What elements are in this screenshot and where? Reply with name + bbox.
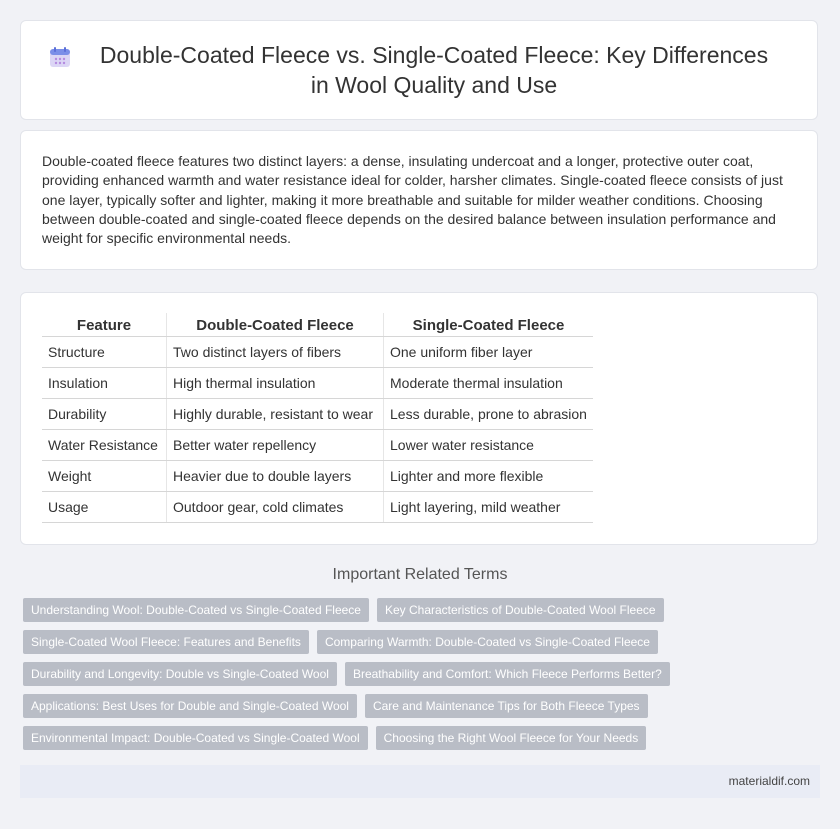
related-term-link[interactable]: Breathability and Comfort: Which Fleece Performs Better? [345, 662, 670, 686]
table-cell: Structure [42, 337, 167, 368]
table-cell: Durability [42, 399, 167, 430]
table-cell: Moderate thermal insulation [384, 368, 594, 399]
table-cell: Heavier due to double layers [167, 461, 384, 492]
comparison-table [42, 313, 593, 523]
related-term-link[interactable]: Environmental Impact: Double-Coated vs Single-Coated Wool [23, 726, 368, 750]
table-cell: High thermal insulation [167, 368, 384, 399]
header-card [20, 20, 818, 120]
related-term-link[interactable]: Applications: Best Uses for Double and Single-Coated Wool [23, 694, 357, 718]
table-cell: Two distinct layers of fibers [167, 337, 384, 368]
table-cell: Lower water resistance [384, 430, 594, 461]
table-cell: Highly durable, resistant to wear [167, 399, 384, 430]
table-row [42, 368, 593, 399]
table-row [42, 430, 593, 461]
table-cell: Better water repellency [167, 430, 384, 461]
table-cell: Light layering, mild weather [384, 492, 594, 523]
related-term-link[interactable]: Care and Maintenance Tips for Both Fleece Types [365, 694, 648, 718]
table-header-feature: Feature [42, 313, 167, 337]
comparison-table-card [20, 292, 818, 545]
related-term-link[interactable]: Choosing the Right Wool Fleece for Your Needs [376, 726, 647, 750]
summary-text: Double-coated fleece features two distinct layers: a dense, insulating undercoat and a longer, protective outer coat, providing enhanced warmth and water resistance ideal for colder, harsher climates. Single-coated fleece consists of just one layer, typically softer and lighter, making it more breathable and suitable for milder weather conditions. Choosing between double-coated and single-coated fleece depends on the desired balance between insulation performance and weight for specific environmental needs. [42, 153, 783, 247]
table-cell: Less durable, prone to abrasion [384, 399, 594, 430]
table-cell: One uniform fiber layer [384, 337, 594, 368]
table-cell: Outdoor gear, cold climates [167, 492, 384, 523]
table-header-row [42, 313, 593, 337]
table-cell: Water Resistance [42, 430, 167, 461]
table-row [42, 461, 593, 492]
page-title: Double-Coated Fleece vs. Single-Coated Fleece: Key Differences in Wool Quality and Use [99, 42, 769, 98]
related-term-link[interactable]: Key Characteristics of Double-Coated Wool Fleece [377, 598, 664, 622]
table-cell: Weight [42, 461, 167, 492]
table-cell: Lighter and more flexible [384, 461, 594, 492]
footer [20, 765, 820, 798]
summary-card [20, 130, 818, 270]
footer-site-link[interactable]: materialdif.com [728, 774, 810, 788]
table-header-double: Double-Coated Fleece [167, 313, 384, 337]
related-term-link[interactable]: Durability and Longevity: Double vs Single-Coated Wool [23, 662, 337, 686]
related-term-link[interactable]: Single-Coated Wool Fleece: Features and Benefits [23, 630, 309, 654]
table-row [42, 337, 593, 368]
related-term-link[interactable]: Understanding Wool: Double-Coated vs Single-Coated Fleece [23, 598, 369, 622]
related-terms-list [23, 598, 823, 758]
related-terms-heading: Important Related Terms [332, 566, 508, 583]
table-cell: Usage [42, 492, 167, 523]
table-header-single: Single-Coated Fleece [384, 313, 594, 337]
related-term-link[interactable]: Comparing Warmth: Double-Coated vs Single-Coated Fleece [317, 630, 658, 654]
table-row [42, 492, 593, 523]
table-row [42, 399, 593, 430]
table-cell: Insulation [42, 368, 167, 399]
